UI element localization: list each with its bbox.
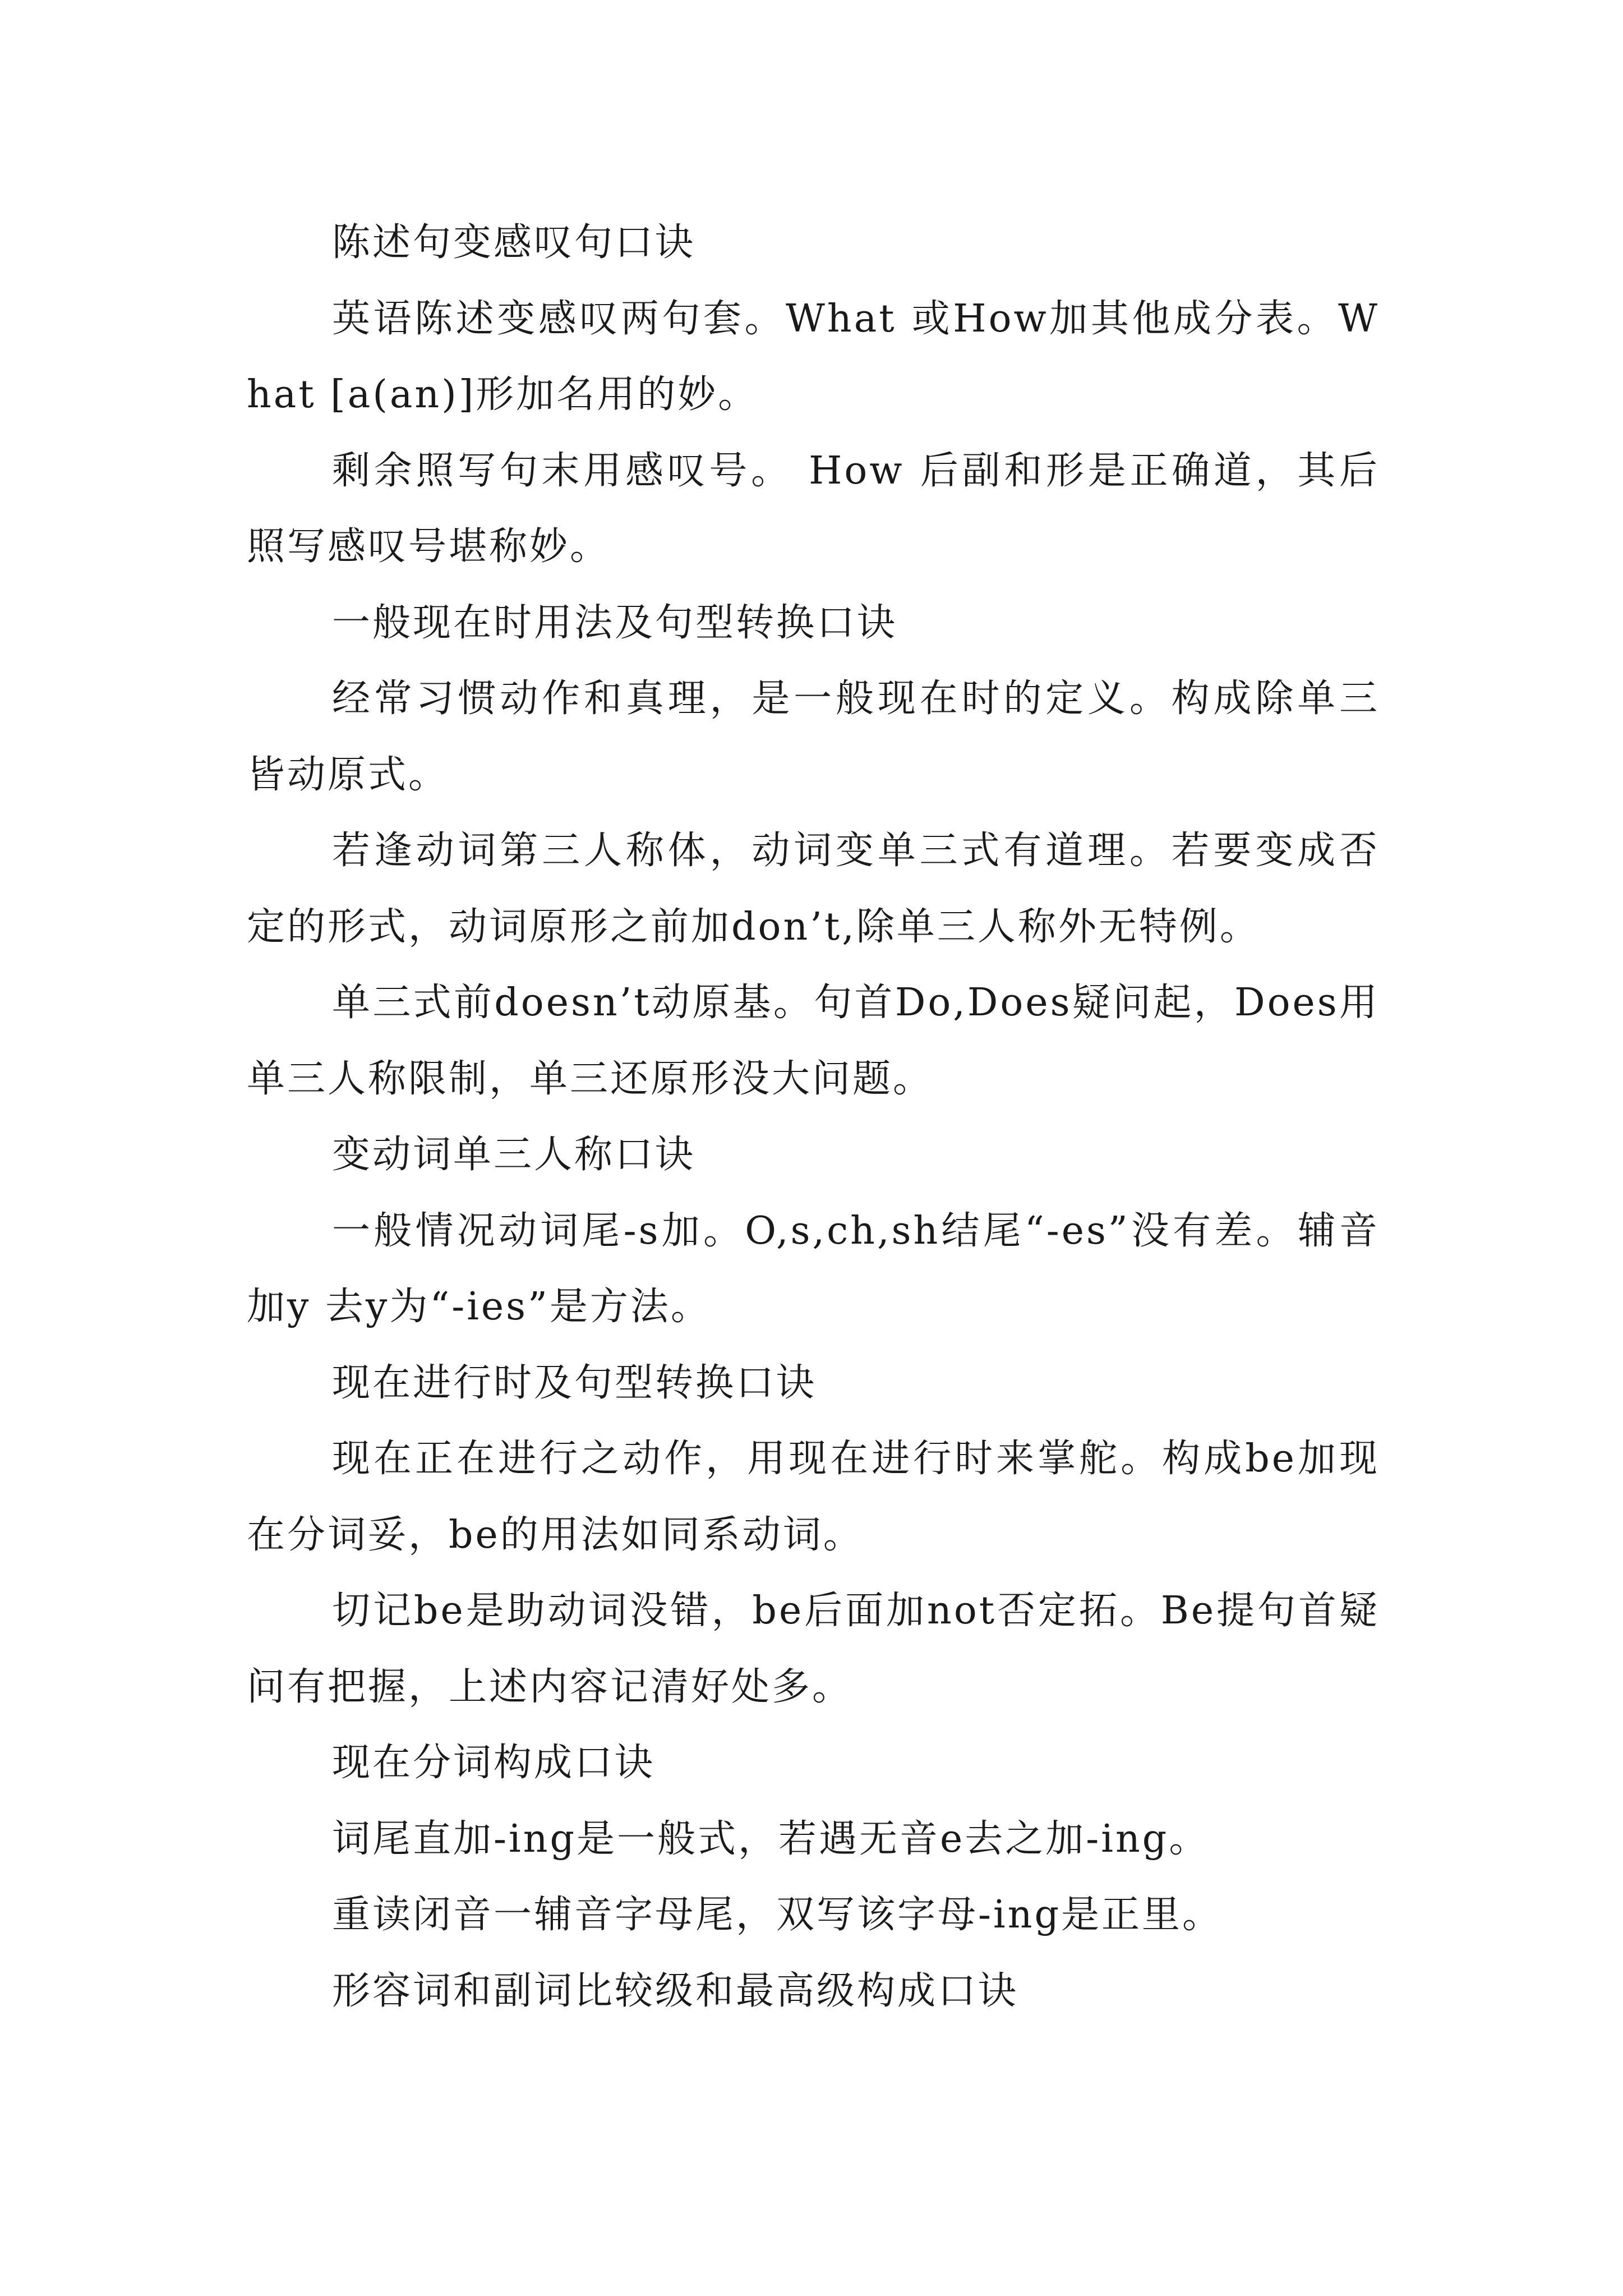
paragraph: 经常习惯动作和真理，是一般现在时的定义。构成除单三皆动原式。: [247, 677, 1380, 797]
paragraph: 重读闭音一辅音字母尾，双写该字母-ing是正里。: [332, 1893, 1223, 1937]
document-body: [247, 205, 1380, 2029]
heading-simple-present-rhyme: 一般现在时用法及句型转换口诀: [332, 600, 898, 645]
paragraph: 现在正在进行之动作，用现在进行时来掌舵。构成be加现在分词妥，be的用法如同系动词。: [247, 1437, 1380, 1557]
heading-exclamation-rhyme: 陈述句变感叹句口诀: [332, 220, 696, 265]
paragraph: 英语陈述变感叹两句套。What 或How加其他成分表。What [a(an)]形加名用的妙。: [247, 296, 1380, 417]
paragraph: 单三式前doesn’t动原基。句首Do,Does疑问起，Does用单三人称限制，单三还原形没大问题。: [247, 981, 1380, 1101]
heading-present-participle-rhyme: 现在分词构成口诀: [332, 1741, 656, 1785]
paragraph: 若逢动词第三人称体，动词变单三式有道理。若要变成否定的形式，动词原形之前加don’t,除单三人称外无特例。: [247, 829, 1380, 949]
heading-third-person-rhyme: 变动词单三人称口诀: [332, 1133, 696, 1177]
paragraph: 一般情况动词尾-s加。O,s,ch,sh结尾“-es”没有差。辅音加y 去y为“-ies”是方法。: [247, 1208, 1380, 1329]
heading-present-continuous-rhyme: 现在进行时及句型转换口诀: [332, 1360, 817, 1405]
paragraph: 词尾直加-ing是一般式，若遇无音e去之加-ing。: [332, 1816, 1210, 1861]
paragraph: 剩余照写句末用感叹号。 How 后副和形是正确道，其后照写感叹号堪称妙。: [247, 448, 1380, 569]
heading-comparative-rhyme: 形容词和副词比较级和最高级构成口诀: [332, 1968, 1019, 2013]
paragraph: 切记be是助动词没错，be后面加not否定拓。Be提句首疑问有把握，上述内容记清好处多。: [247, 1589, 1380, 1709]
